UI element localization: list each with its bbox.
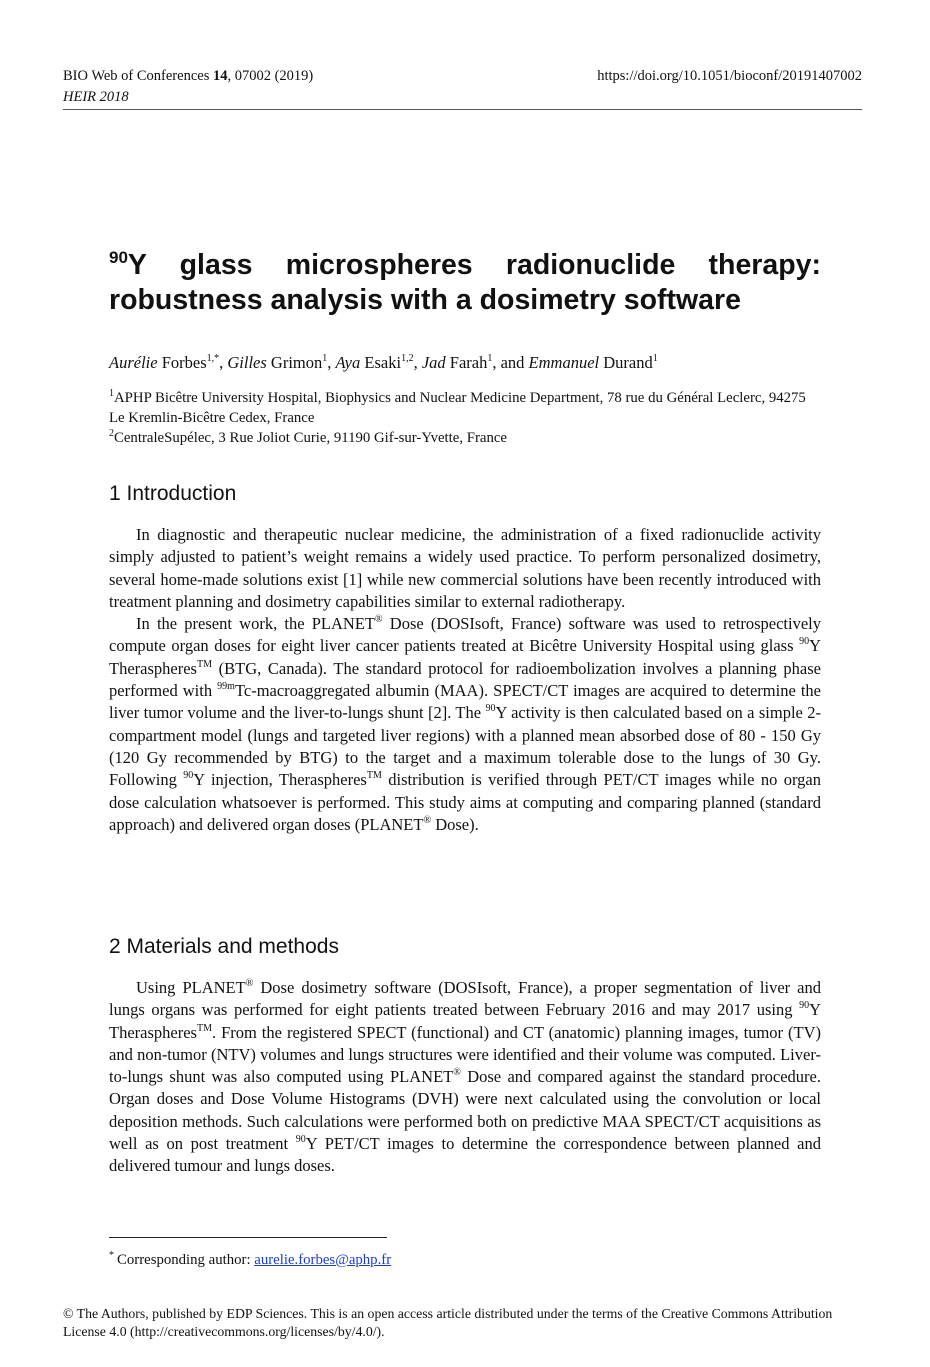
author-separator: , <box>219 353 228 372</box>
author-first-name: Jad <box>421 353 446 372</box>
affiliation-number: 1 <box>109 388 114 399</box>
methods-body <box>109 977 821 1178</box>
trademark-mark: TM <box>196 658 212 670</box>
author-affiliation-mark: 1,* <box>206 353 220 364</box>
footnote-label: Corresponding author: <box>117 1252 255 1268</box>
title-isotope-mass: 90 <box>109 248 128 267</box>
section-heading-introduction: 1 Introduction <box>109 482 237 505</box>
author <box>422 353 529 372</box>
footnote <box>109 1250 391 1270</box>
trademark-mark: TM <box>196 1022 212 1034</box>
text-run: Y activity is then calculated based on a simple 2-compartment model (lungs and targeted liver regions) with a planned mean absorbed dose of 80 - 150 Gy (120 Gy recommended by BTG) to the target and a maximum tolerable dose to the lungs of 30 Gy. Following <box>109 703 821 790</box>
affiliation-number: 2 <box>109 428 114 439</box>
text-run: Dose). <box>431 814 479 834</box>
author-affiliation-mark: 1,2 <box>401 353 414 364</box>
text-run: Y Theraspheres <box>109 1000 821 1042</box>
author-email-link[interactable]: aurelie.forbes@aphp.fr <box>254 1252 392 1268</box>
introduction-body <box>109 524 821 836</box>
text-run: (BTG, Canada). The standard protocol for radioembolization involves a planning phase performed with <box>109 658 821 701</box>
isotope-mass: 90 <box>485 703 496 715</box>
author-last-name: Esaki <box>360 353 402 372</box>
author-last-name: Farah <box>445 353 488 372</box>
paragraph: In diagnostic and therapeutic nuclear medicine, the administration of a fixed radionuclide activity simply adjusted to patient’s weight remains a widely used practice. To perform personalized dosimetry, several home-made solutions exist [1] while new commercial solutions have been recently introduced with treatment planning and dosimetry capabilities similar to external radiotherapy. <box>109 525 821 611</box>
affiliation <box>109 388 821 428</box>
text-run: In the present work, the PLANET <box>136 614 375 634</box>
text-run: Y injection, Theraspheres <box>193 770 367 790</box>
text-run: Y Theraspheres <box>109 636 821 678</box>
license-notice: © The Authors, published by EDP Sciences. This is an open access article distributed under the terms of the Creative Commons Attribution License 4.0 (http://creativecommons.org/licenses/by/4.0/). <box>63 1306 833 1339</box>
author-separator: , and <box>492 353 529 372</box>
text-run: Dose and compared against the standard procedure. Organ doses and Dose Volume Histograms (DVH) were next calculated using the convolution or local deposition methods. Such calculations were performed both on predictive MAA SPECT/CT acquisitions as well as on post treatment <box>109 1067 821 1154</box>
isotope-mass: 99m <box>217 681 235 693</box>
author-last-name: Durand <box>599 353 653 372</box>
header-divider <box>63 109 862 110</box>
conference-issue: HEIR 2018 <box>63 89 129 105</box>
author-affiliation-mark: 1 <box>652 353 658 364</box>
affiliation-text: APHP Bicêtre University Hospital, Biophysics and Nuclear Medicine Department, 78 rue du Général Leclerc, 94275 Le Kremlin-Bicêtre Cedex, France <box>109 390 806 426</box>
author <box>227 353 335 372</box>
section-heading-methods: 2 Materials and methods <box>109 935 339 958</box>
author-last-name: Grimon <box>266 353 323 372</box>
title-text: Y glass microspheres radionuclide therapy: robustness analysis with a dosimetry software <box>109 249 821 316</box>
text-run: Dose dosimetry software (DOSIsoft, France), a proper segmentation of liver and lungs organs was performed for eight patients treated between February 2016 and may 2017 using <box>109 978 822 1020</box>
author <box>109 353 227 372</box>
footnote-divider <box>109 1237 387 1238</box>
affiliation <box>109 428 821 448</box>
doi-link[interactable]: https://doi.org/10.1051/bioconf/20191407002 <box>597 68 862 84</box>
author-affiliation-mark: 1 <box>322 353 328 364</box>
text-run: . From the registered SPECT (functional) and CT (anatomic) planning images, tumor (TV) and non-tumor (NTV) volumes and lungs structures were identified and their volume was computed. Liver-to-lungs shunt was also computed using PLANET <box>109 1022 821 1087</box>
affiliations <box>109 388 821 448</box>
affiliation-text: CentraleSupélec, 3 Rue Joliot Curie, 91190 Gif-sur-Yvette, France <box>114 430 507 446</box>
author <box>336 353 422 372</box>
isotope-mass: 90 <box>183 770 194 782</box>
running-header <box>63 66 862 108</box>
isotope-mass: 90 <box>295 1134 306 1146</box>
conference-article: , 07002 (2019) <box>227 68 314 84</box>
paragraph <box>109 977 821 1178</box>
registered-mark: ® <box>423 814 432 826</box>
conference-volume: 14 <box>212 68 228 84</box>
text-run: Dose (DOSIsoft, France) software was used to retrospectively compute organ doses for eight liver cancer patients treated at Bicêtre University Hospital using glass <box>109 614 821 656</box>
text-run: Tc-macroaggregated albumin (MAA). SPECT/CT images are acquired to determine the liver tumor volume and the liver-to-lungs shunt [2]. The <box>109 681 821 723</box>
author-separator: , <box>327 353 336 372</box>
paragraph <box>109 613 821 836</box>
author-first-name: Aya <box>335 353 361 372</box>
text-run: Using PLANET <box>136 978 246 997</box>
registered-mark: ® <box>375 614 383 626</box>
registered-mark: ® <box>453 1067 461 1079</box>
text-run: distribution is verified through PET/CT images while no organ dose calculation whatsoever is performed. This study aims at computing and comparing planned (standard approach) and delivered organ doses (PLANET <box>109 770 821 834</box>
text-run: Y PET/CT images to determine the correspondence between planned and delivered tumour and lungs doses. <box>109 1134 821 1176</box>
footnote-mark: * <box>109 1250 114 1261</box>
paper-title <box>109 248 821 318</box>
trademark-mark: TM <box>366 770 382 782</box>
isotope-mass: 90 <box>799 1000 810 1012</box>
author-first-name: Gilles <box>227 353 267 372</box>
author-separator: , <box>413 353 422 372</box>
author <box>529 353 658 372</box>
conference-name: BIO Web of Conferences <box>63 68 213 84</box>
author-list <box>109 352 821 374</box>
isotope-mass: 90 <box>799 636 810 648</box>
author-affiliation-mark: 1 <box>487 353 493 364</box>
author-first-name: Emmanuel <box>528 353 600 372</box>
registered-mark: ® <box>245 978 254 989</box>
author-first-name: Aurélie <box>109 353 158 372</box>
author-last-name: Forbes <box>157 353 207 372</box>
